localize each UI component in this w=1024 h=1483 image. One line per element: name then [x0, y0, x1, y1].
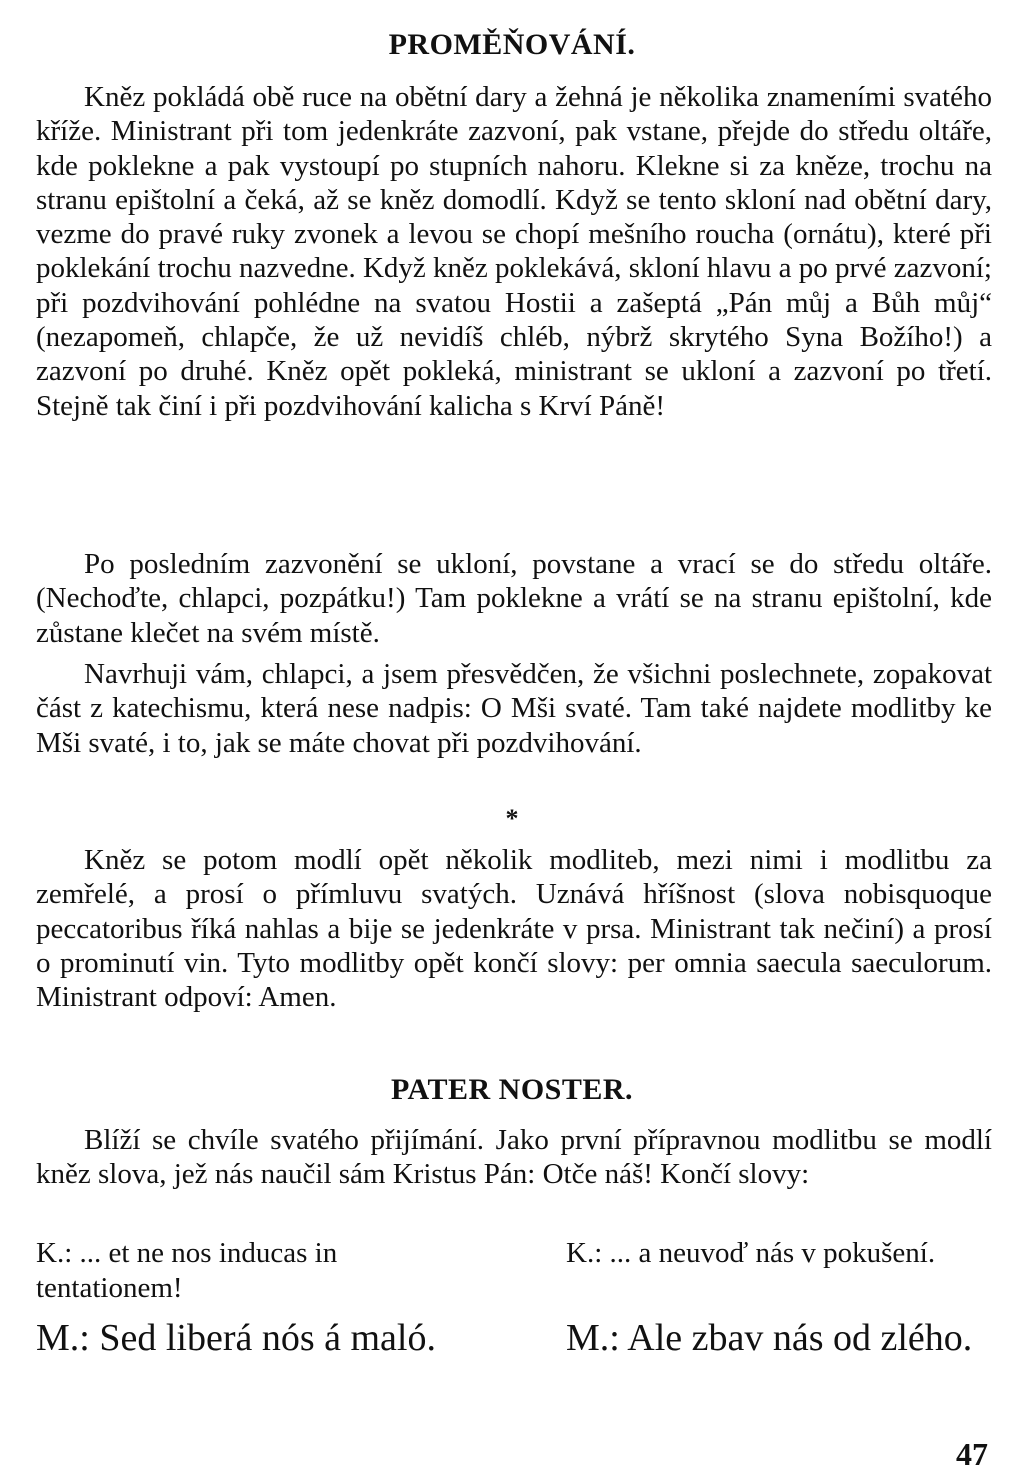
- paragraph-1: Kněz pokládá obě ruce na obětní dary a žehná je několika znameními svatého kříže. Ministrant při tom jedenkráte zazvoní, pak vstane, přejde do středu oltáře, kde poklekne a pak vystoupí po stupních nahoru. Klekne si za kněze, trochu na stranu epištolní a čeká, až se kněz domodlí. Když se tento skloní nad obětní dary, vezme do pravé ruky zvonek a levou se chopí mešního roucha (ornátu), které při poklekání trochu nazvedne. Když kněz poklekává, skloní hlavu a po prvé zazvoní; při pozdvihování pohlédne na svatou Hostii a zašeptá „Pán můj a Bůh můj“ (nezapomeň, chlapče, že už nevidíš chléb, nýbrž skrytého Syna Božího!) a zazvoní po druhé. Kněz opět pokleká, ministrant se ukloní a zazvoní po třetí. Stejně tak činí i při pozdvihování kalicha s Krví Páně!: [36, 81, 992, 422]
- dialogue-right-server: M.: Ale zbav nás od zlého.: [566, 1317, 973, 1359]
- dialogue-left-priest: K.: ... et ne nos inducas in tentationem!: [36, 1237, 338, 1304]
- paragraph-5: Blíží se chvíle svatého přijímání. Jako první přípravnou modlitbu se modlí kněz slova, jež nás naučil sám Kristus Pán: Otče náš! Končí slovy:: [36, 1124, 992, 1191]
- section-heading-pater-noster: PATER NOSTER.: [390, 1073, 634, 1106]
- dialogue-left-server: M.: Sed liberá nós á maló.: [36, 1317, 436, 1359]
- page-number: 47: [956, 1436, 988, 1472]
- section-heading-promenovani: PROMĚŇOVÁNÍ.: [388, 28, 636, 61]
- paragraph-2: Po posledním zazvonění se ukloní, povstane a vrací se do středu oltáře. (Nechoďte, chlapci, pozpátku!) Tam poklekne a vrátí se na stranu epištolní, kde zůstane klečet na svém místě.: [36, 548, 992, 649]
- section-separator: *: [505, 804, 519, 833]
- dialogue-right-priest: K.: ... a neuvoď nás v pokušení.: [566, 1237, 936, 1269]
- paragraph-4: Kněz se potom modlí opět několik modliteb, mezi nimi i modlitbu za zemřelé, a prosí o přímluvu svatých. Uznává hříšnost (slova nobisquoque peccatoribus říká nahlas a bije se jedenkráte v prsa. Ministrant tak nečiní) a prosí o prominutí vin. Tyto modlitby opět končí slovy: per omnia saecula saeculorum. Ministrant odpoví: Amen.: [36, 844, 992, 1014]
- paragraph-3: Navrhuji vám, chlapci, a jsem přesvědčen, že všichni poslechnete, zopakovat část z katechismu, která nese nadpis: O Mši svaté. Tam také najdete modlitby ke Mši svaté, i to, jak se máte chovat při pozdvihování.: [36, 658, 992, 759]
